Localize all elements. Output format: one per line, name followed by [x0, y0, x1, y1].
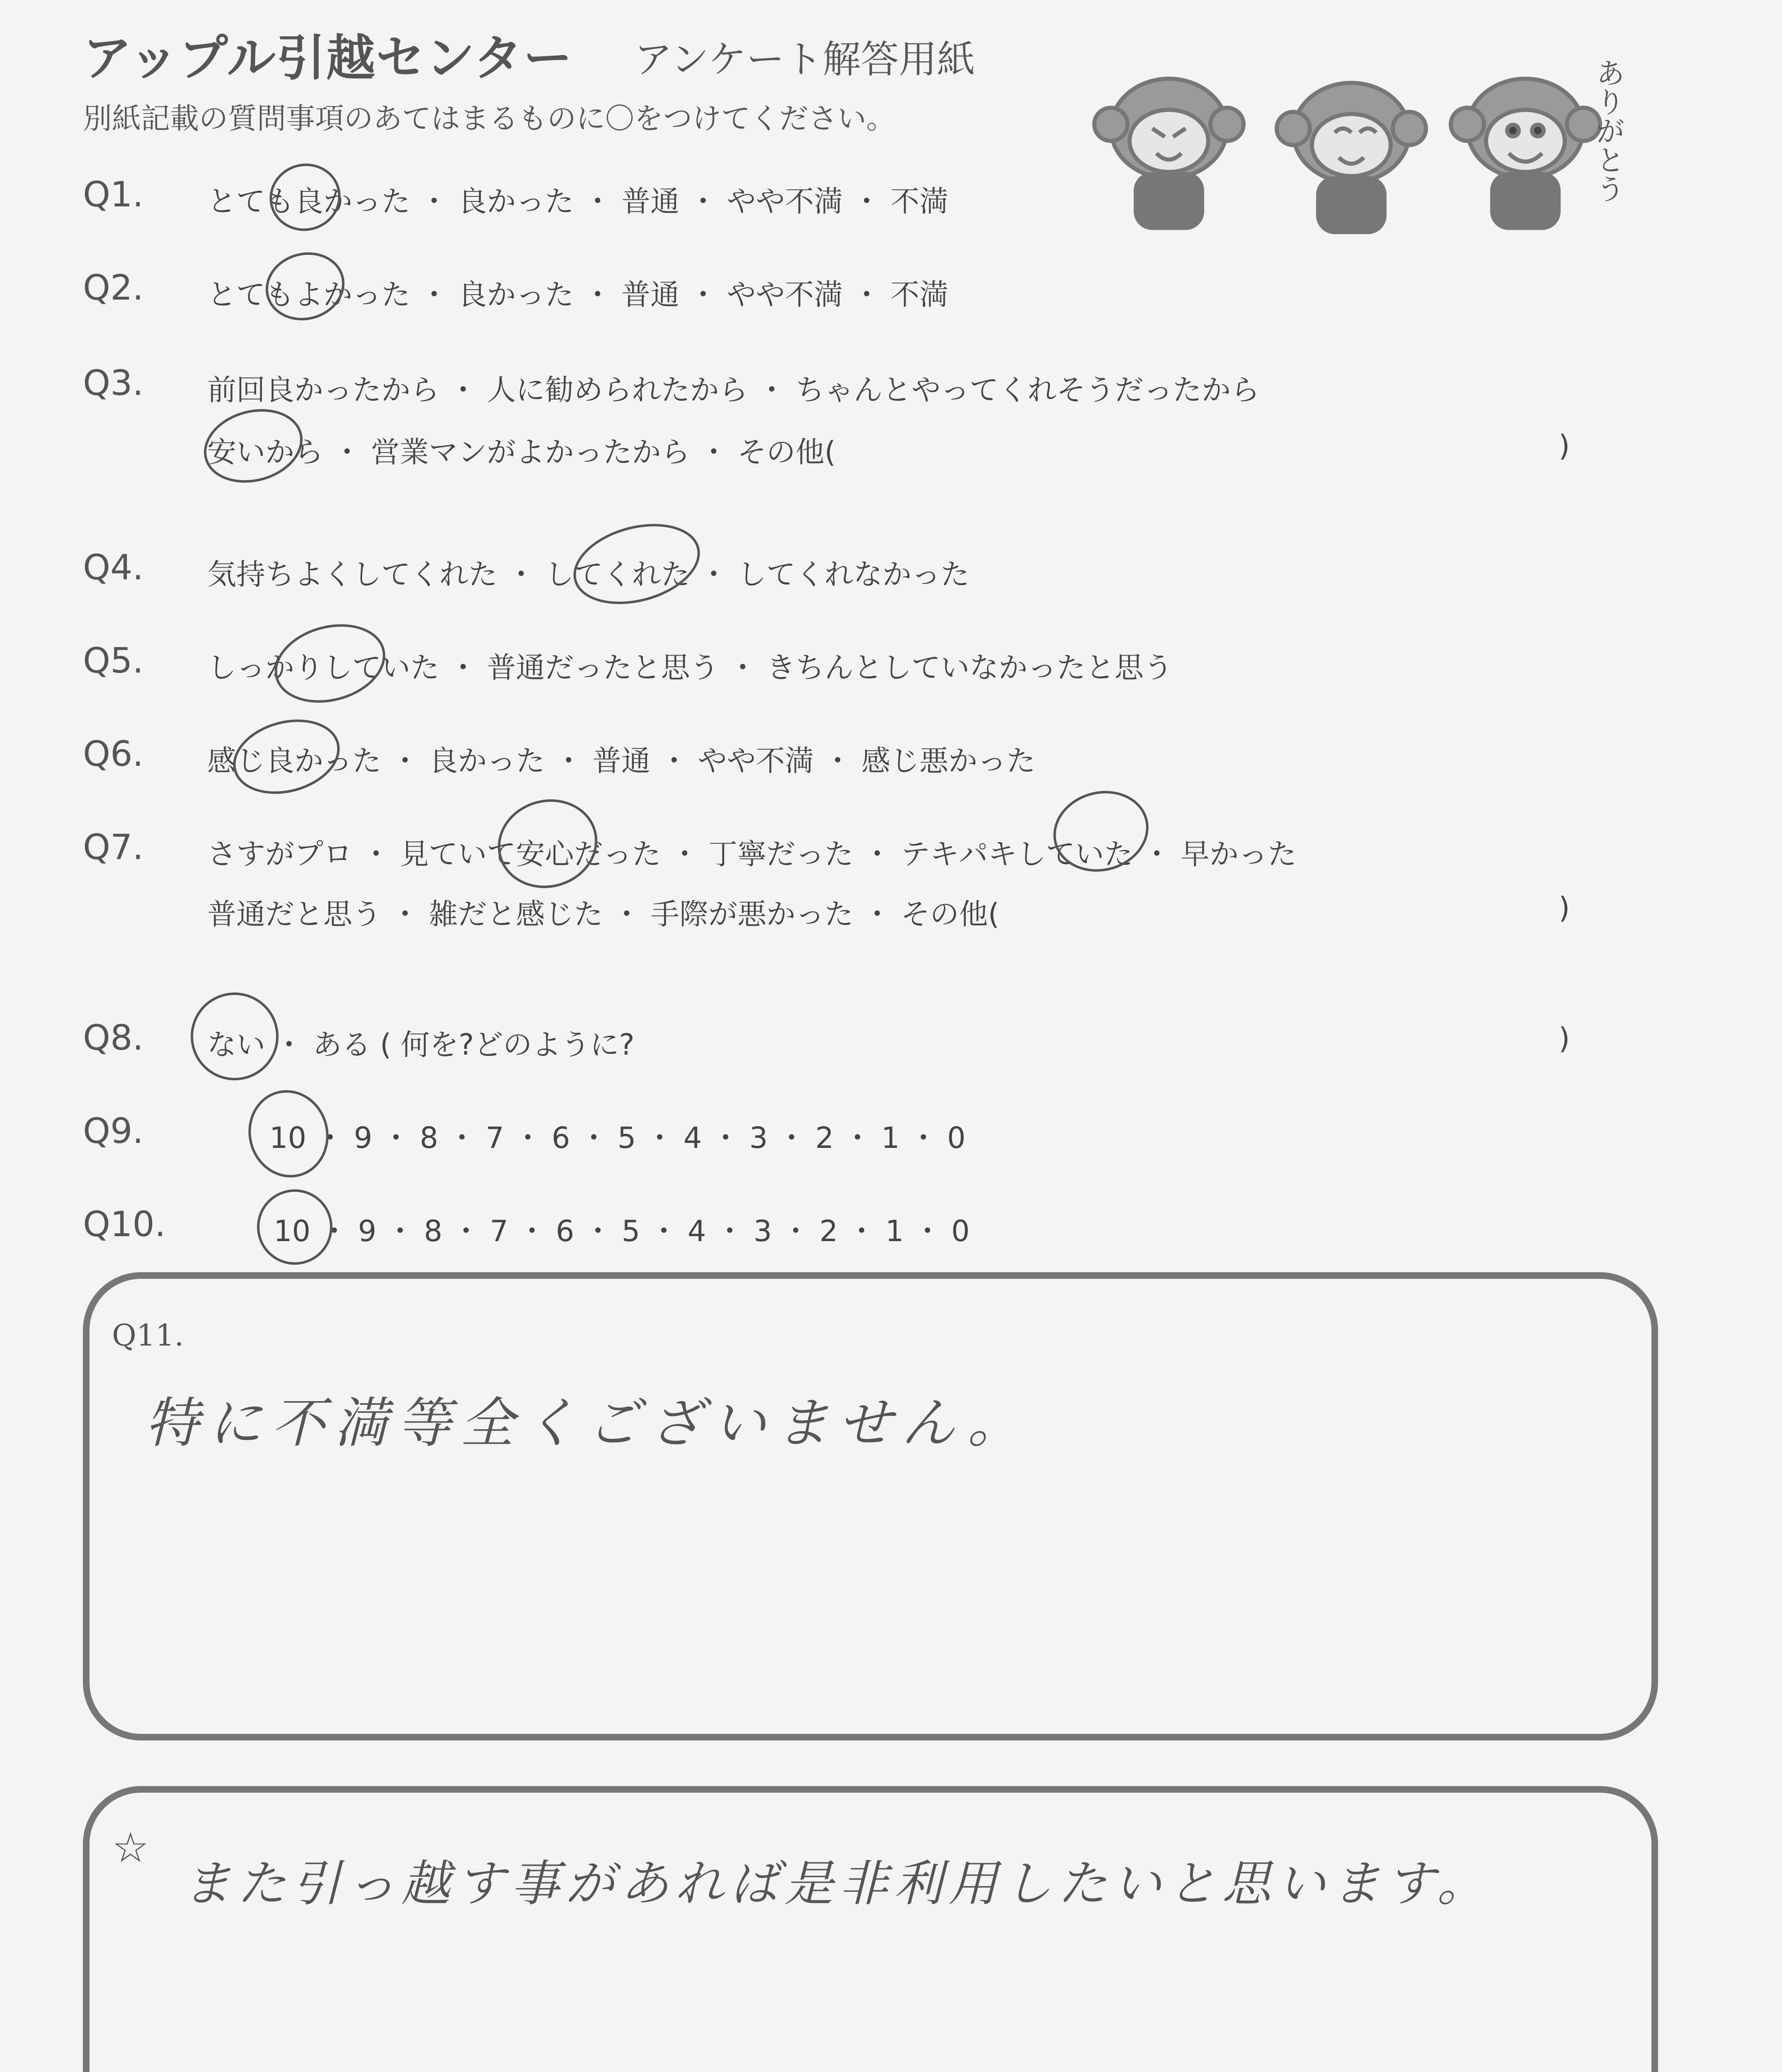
q7-label: Q7.: [83, 827, 144, 867]
q2-answer-circle: [258, 244, 352, 329]
q10-answer-circle: [249, 1181, 341, 1273]
q1-label: Q1.: [83, 174, 144, 215]
q6-answer-circle: [225, 708, 348, 805]
q8-close-paren: ): [1559, 1021, 1570, 1055]
q4-label: Q4.: [83, 547, 144, 588]
mascot-illustration: [1086, 25, 1633, 240]
q10-label: Q10.: [83, 1204, 166, 1244]
q7-options-line2: 普通だと思う ・ 雑だと感じた ・ 手際が悪かった ・ その他(: [207, 897, 999, 931]
q3-options-line1: 前回良かったから ・ 人に勧められたから ・ ちゃんとやってくれそうだったから: [207, 373, 1260, 407]
q11-answer-box: [83, 1272, 1658, 1740]
q7-close-paren: ): [1559, 891, 1570, 925]
mascot-thanks-text: ありがとう: [1591, 58, 1625, 203]
q2-label: Q2.: [83, 267, 144, 308]
q9-label: Q9.: [83, 1111, 144, 1151]
brand-title: アップル引越センター: [83, 29, 573, 87]
q7-answer-circle-1: [488, 788, 608, 899]
mascot-2: [1277, 83, 1426, 232]
q8-answer-circle: [181, 983, 289, 1090]
q3-close-paren: ): [1559, 429, 1570, 463]
q3-answer-circle: [196, 399, 311, 494]
q7-options-line1: さすがプロ ・ 見ていて安心だった ・ 丁寧だった ・ テキパキしていた ・ 早かった: [207, 837, 1297, 871]
instruction-text: 別紙記載の質問事項のあてはまるものに〇をつけてください。: [83, 102, 895, 136]
mascot-3: [1451, 79, 1600, 228]
comment-handwritten-answer: また引っ越す事があれば是非利用したいと思います。: [182, 1855, 1492, 1912]
q6-label: Q6.: [83, 733, 144, 774]
q5-answer-circle: [266, 612, 394, 714]
q4-answer-circle: [565, 511, 709, 617]
q2-options: とてもよかった ・ 良かった ・ 普通 ・ やや不満 ・ 不満: [207, 278, 949, 312]
q8-label: Q8.: [83, 1017, 144, 1058]
q3-label: Q3.: [83, 363, 144, 403]
q8-options: ない ・ ある ( 何を?どのように?: [207, 1028, 635, 1062]
q4-options: 気持ちよくしてくれた ・ してくれた ・ してくれなかった: [207, 557, 970, 591]
q5-options: しっかりしていた ・ 普通だったと思う ・ きちんとしていなかったと思う: [207, 651, 1173, 685]
comment-box: [83, 1786, 1658, 2072]
q5-label: Q5.: [83, 640, 144, 681]
q1-options: とても良かった ・ 良かった ・ 普通 ・ やや不満 ・ 不満: [207, 184, 949, 218]
q10-options: 10 ・ 9 ・ 8 ・ 7 ・ 6 ・ 5 ・ 4 ・ 3 ・ 2 ・ 1 ・ 0: [274, 1214, 970, 1248]
form-subtitle: アンケート解答用紙: [634, 37, 975, 82]
star-icon: ☆: [112, 1823, 149, 1872]
q11-handwritten-answer: 特に不満等全くございません。: [145, 1392, 1030, 1455]
mascot-1: [1094, 79, 1244, 228]
q1-answer-circle: [262, 156, 348, 239]
q11-label: Q11.: [112, 1318, 184, 1353]
q6-options: 感じ良かった ・ 良かった ・ 普通 ・ やや不満 ・ 感じ悪かった: [207, 744, 1036, 778]
q3-options-line2: 安いから ・ 営業マンがよかったから ・ その他(: [207, 435, 836, 469]
q9-options: 10 ・ 9 ・ 8 ・ 7 ・ 6 ・ 5 ・ 4 ・ 3 ・ 2 ・ 1 ・ 0: [269, 1121, 966, 1155]
q9-answer-circle: [239, 1081, 338, 1186]
